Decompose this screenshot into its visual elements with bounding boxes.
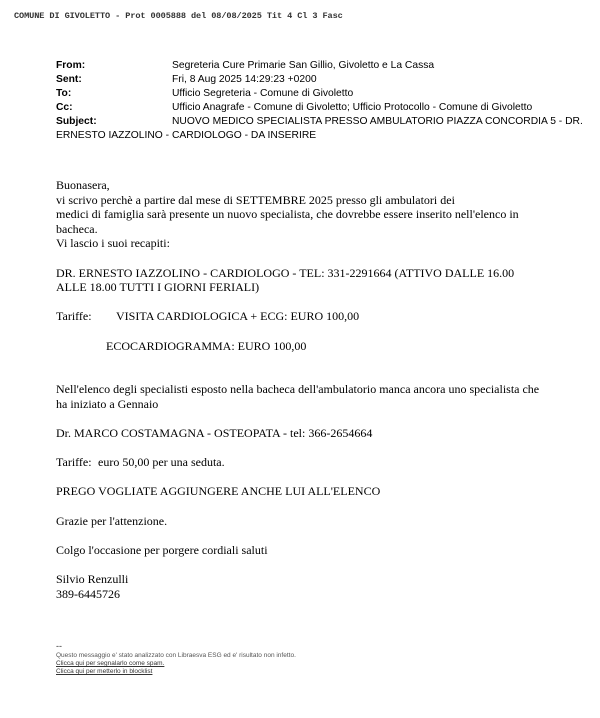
cc-value: Ufficio Anagrafe - Comune di Givoletto; Ufficio Protocollo - Comune di Givoletto — [172, 102, 533, 113]
sent-label: Sent: — [56, 74, 82, 85]
intro-line-2: medici di famiglia sarà presente un nuovo specialista, che dovrebbe essere inserito nell'elenco in — [56, 207, 519, 222]
request-line: PREGO VOGLIATE AGGIUNGERE ANCHE LUI ALL'ELENCO — [56, 484, 381, 499]
closing-line: Colgo l'occasione per porgere cordiali saluti — [56, 542, 268, 557]
subject-label: Subject: — [56, 116, 97, 127]
notice-line-1: Nell'elenco degli specialisti esposto nella bacheca dell'ambulatorio manca ancora uno specialista che — [56, 382, 540, 397]
to-label: To: — [56, 88, 72, 99]
from-row — [56, 59, 586, 73]
scan-note: Questo messaggio e' stato analizzato con Libraesva ESG ed e' risultato non infetto. — [56, 652, 296, 659]
intro-line-3: bacheca. — [56, 221, 98, 236]
cc-row — [56, 101, 586, 115]
to-row — [56, 87, 586, 101]
tariff-row-1 — [56, 309, 586, 324]
tariff-echocardiogram: ECOCARDIOGRAMMA: EURO 100,00 — [106, 338, 307, 353]
tariff-row-2 — [56, 455, 586, 470]
intro-line-1: vi scrivo perchè a partire dal mese di SETTEMBRE 2025 presso gli ambulatori dei — [56, 192, 455, 207]
greeting: Buonasera, — [56, 178, 110, 192]
subject-row — [56, 115, 586, 129]
blocklist-link[interactable]: Clicca qui per metterlo in blocklist — [56, 668, 153, 675]
from-label: From: — [56, 60, 86, 71]
tariff-cardiology-visit: VISITA CARDIOLOGICA + ECG: EURO 100,00 — [116, 309, 360, 324]
cc-label: Cc: — [56, 102, 73, 113]
notice-line-2: ha iniziato a Gennaio — [56, 396, 159, 411]
to-value: Ufficio Segreteria - Comune di Givoletto — [172, 88, 354, 99]
email-footer — [56, 641, 296, 676]
intro-line-4: Vi lascio i suoi recapiti: — [56, 236, 170, 251]
report-spam-link[interactable]: Clicca qui per segnalarlo come spam. — [56, 660, 165, 667]
sent-value: Fri, 8 Aug 2025 14:29:23 +0200 — [172, 74, 317, 85]
protocol-stamp: COMUNE DI GIVOLETTO - Prot 0005888 del 08/08/2025 Tit 4 Cl 3 Fasc — [14, 11, 343, 21]
subject-continuation: ERNESTO IAZZOLINO - CARDIOLOGO - DA INSERIRE — [56, 130, 317, 141]
email-header — [56, 59, 586, 143]
tariff-osteopath: euro 50,00 per una seduta. — [98, 455, 225, 470]
osteopath-line: Dr. MARCO COSTAMAGNA - OSTEOPATA - tel: 366-2654664 — [56, 426, 373, 441]
cardiologist-line-1: DR. ERNESTO IAZZOLINO - CARDIOLOGO - TEL: 331-2291664 (ATTIVO DALLE 16.00 — [56, 265, 515, 280]
sent-row — [56, 73, 586, 87]
email-body — [56, 178, 586, 601]
signature-separator: -- — [56, 641, 62, 651]
cardiologist-line-2: ALLE 18.00 TUTTI I GIORNI FERIALI) — [56, 280, 260, 295]
from-value: Segreteria Cure Primarie San Gillio, Givoletto e La Cassa — [172, 60, 435, 71]
tariff-label-2: Tariffe: — [56, 455, 92, 470]
thanks-line: Grazie per l'attenzione. — [56, 513, 168, 528]
tariff-label: Tariffe: — [56, 309, 92, 324]
signature-name: Silvio Renzulli — [56, 572, 129, 587]
subject-value: NUOVO MEDICO SPECIALISTA PRESSO AMBULATORIO PIAZZA CONCORDIA 5 - DR. — [172, 116, 583, 127]
signature-phone: 389-6445726 — [56, 586, 120, 601]
